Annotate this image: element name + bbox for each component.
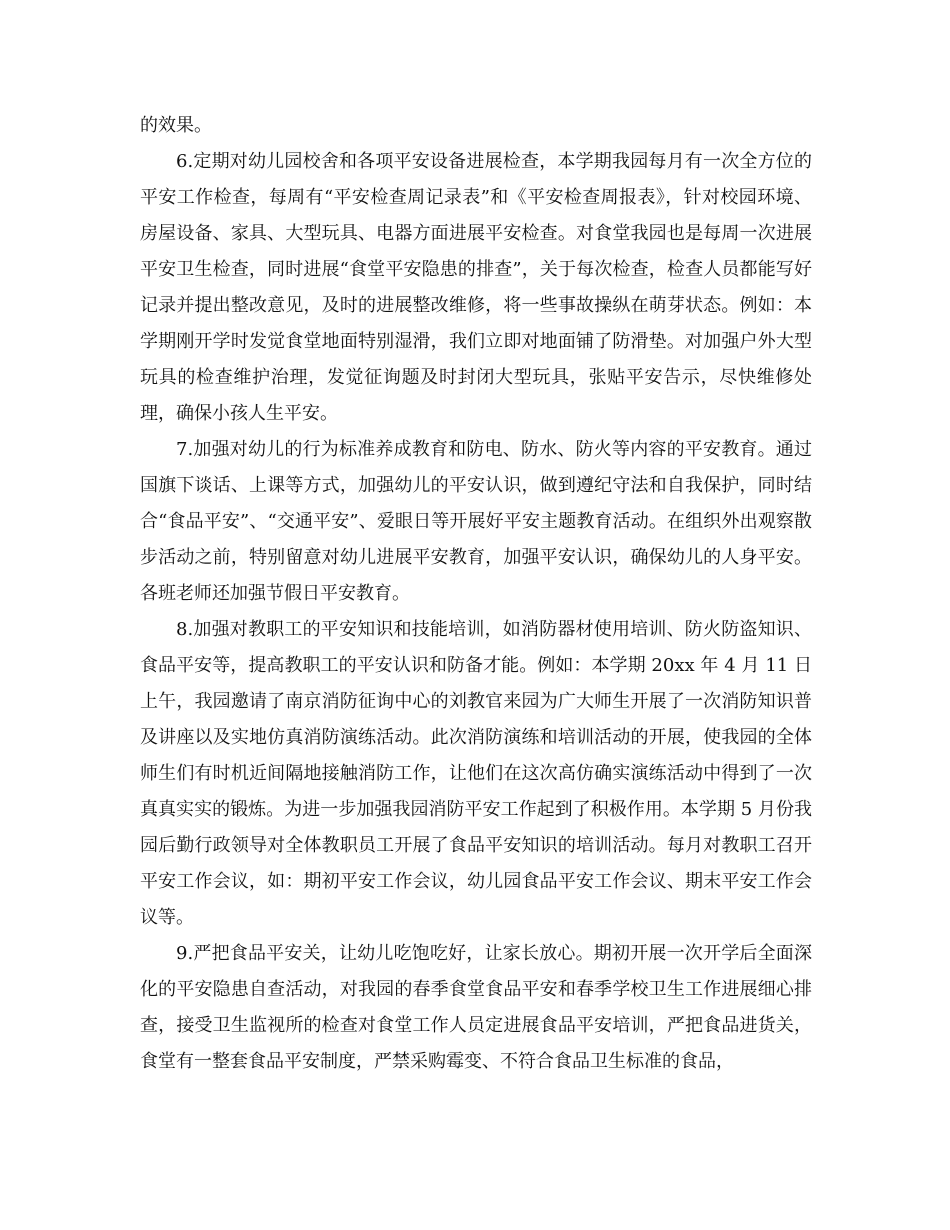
- paragraph-item-9: 9.严把食品平安关，让幼儿吃饱吃好，让家长放心。期初开展一次开学后全面深化的平安隐患自查活动，对我园的春季食堂食品平安和春季学校卫生工作进展细心排查，接受卫生监视所的检查对食堂工作人员定进展食品平安培训，严把食品进货关，食堂有一整套食品平安制度，严禁采购霉变、不符合食品卫生标准的食品，: [140, 943, 812, 1072]
- paragraph-item-8: 8.加强对教职工的平安知识和技能培训，如消防器材使用培训、防火防盗知识、食品平安等，提高教职工的平安认识和防备才能。例如：本学期 20xx 年 4 月 11 日上午，我园邀请了南京消防征询中心的刘教官来园为广大师生开展了一次消防知识普及讲座以及实地仿真消防演练活动。此次消防演练和培训活动的开展，使我园的全体师生们有时机近间隔地接触消防工作，让他们在这次高仿确实演练活动中得到了一次真真实实的锻炼。为进一步加强我园消防平安工作起到了积极作用。本学期 5 月份我园后勤行政领导对全体教职员工开展了食品平安知识的培训活动。每月对教职工召开平安工作会议，如：期初平安工作会议，幼儿园食品平安工作会议、期末平安工作会议等。: [140, 619, 812, 928]
- paragraph-continuation: 的效果。: [140, 115, 212, 136]
- paragraph-item-7: 7.加强对幼儿的行为标准养成教育和防电、防水、防火等内容的平安教育。通过国旗下谈话、上课等方式，加强幼儿的平安认识，做到遵纪守法和自我保护，同时结合“食品平安”、“交通平安”、爱眼日等开展好平安主题教育活动。在组织外出观察散步活动之前，特别留意对幼儿进展平安教育，加强平安认识，确保幼儿的人身平安。各班老师还加强节假日平安教育。: [140, 439, 812, 604]
- paragraph-item-6: 6.定期对幼儿园校舍和各项平安设备进展检查，本学期我园每月有一次全方位的平安工作检查，每周有“平安检查周记录表”和《平安检查周报表》，针对校园环境、房屋设备、家具、大型玩具、电器方面进展平安检查。对食堂我园也是每周一次进展平安卫生检查，同时进展“食堂平安隐患的排查”，关于每次检查，检查人员都能写好记录并提出整改意见，及时的进展整改维修，将一些事故操纵在萌芽状态。例如：本学期刚开学时发觉食堂地面特别湿滑，我们立即对地面铺了防滑垫。对加强户外大型玩具的检查维护治理，发觉征询题及时封闭大型玩具，张贴平安告示，尽快维修处理，确保小孩人生平安。: [140, 151, 812, 424]
- document-body: [140, 108, 812, 1080]
